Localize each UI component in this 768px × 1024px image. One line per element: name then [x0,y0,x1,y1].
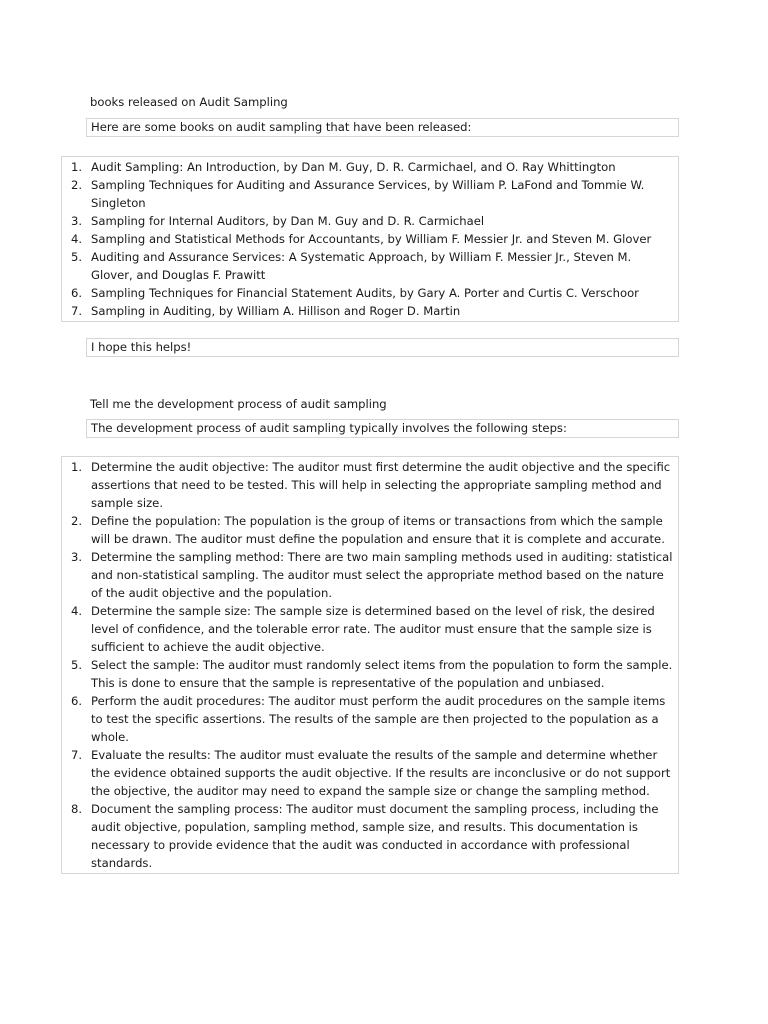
list-item: 3. Determine the sampling method: There are two main sampling methods used in auditing: statistical and non-statistical sampling. The auditor must select the appropriate method based on the nature of the audit objective and the population. [70,550,673,600]
list-item: 7. Evaluate the results: The auditor must evaluate the results of the sample and determine whether the evidence obtained supports the audit objective. If the results are inconclusive or do not support the objective, the auditor may need to expand the sample size or change the sampling method. [70,748,671,798]
books-list [62,158,678,320]
list-item: 4. Sampling and Statistical Methods for Accountants, by William F. Messier Jr. and Steven M. Glover [70,232,652,246]
list-item: 2. Sampling Techniques for Auditing and Assurance Services, by William P. LaFond and Tommie W. Singleton [70,178,645,210]
list-item: 4. Determine the sample size: The sample size is determined based on the level of risk, the desired level of confidence, and the tolerable error rate. The auditor must ensure that the sample size is sufficient to achieve the audit objective. [70,604,655,654]
answer-books-intro: Here are some books on audit sampling that have been released: [86,118,679,137]
answer-development-intro: The development process of audit sampling typically involves the following steps: [86,419,679,438]
steps-list [62,458,678,872]
list-item: 3. Sampling for Internal Auditors, by Dan M. Guy and D. R. Carmichael [70,214,485,228]
question-books: books released on Audit Sampling [90,95,288,109]
list-item: 6. Perform the audit procedures: The auditor must perform the audit procedures on the sample items to test the specific assertions. The results of the sample are then projected to the population as a whole. [70,694,666,744]
list-item: 1. Audit Sampling: An Introduction, by Dan M. Guy, D. R. Carmichael, and O. Ray Whittington [70,160,616,174]
list-item: 1. Determine the audit objective: The auditor must first determine the audit objective and the specific assertions that need to be tested. This will help in selecting the appropriate sampling method and sample size. [70,460,671,510]
list-item: 2. Define the population: The population is the group of items or transactions from which the sample will be drawn. The auditor must define the population and ensure that it is complete and accurate. [70,514,665,546]
list-item: 7. Sampling in Auditing, by William A. Hillison and Roger D. Martin [70,304,461,318]
list-item: 8. Document the sampling process: The auditor must document the sampling process, including the audit objective, population, sampling method, sample size, and results. This documentation is necessary to provide evidence that the audit was conducted in accordance with professional standards. [70,802,659,870]
list-item: 5. Auditing and Assurance Services: A Systematic Approach, by William F. Messier Jr., Steven M. Glover, and Douglas F. Prawitt [70,250,632,282]
list-item: 5. Select the sample: The auditor must randomly select items from the population to form the sample. This is done to ensure that the sample is representative of the population and unbiased. [70,658,673,690]
books-list-box [61,156,679,322]
list-item: 6. Sampling Techniques for Financial Statement Audits, by Gary A. Porter and Curtis C. Verschoor [70,286,639,300]
steps-list-box [61,456,679,874]
question-development: Tell me the development process of audit sampling [90,397,387,411]
answer-books-closing: I hope this helps! [86,338,679,357]
